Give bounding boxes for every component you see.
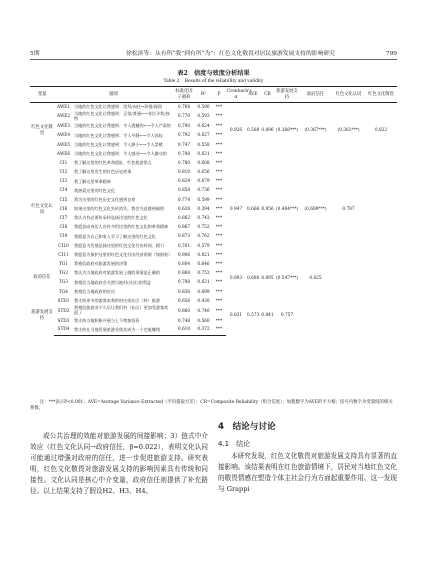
item-text: 我愿意向身边人宣传介绍这里的红色文化和革命精神 [74, 224, 169, 230]
item-text: 我支持当地积极开展与上下增加投资 [74, 317, 140, 323]
r-squared: 0.590 [197, 104, 210, 110]
item-code: AWE2 [56, 114, 71, 120]
item-text: 当地的红色文化让我感到：令人平静←→令人惊叹 [74, 132, 163, 138]
header-ave: AVE [246, 87, 260, 103]
item-code: CI2 [59, 170, 68, 176]
right-column [218, 420, 397, 495]
group-alpha: 0.926 [229, 128, 243, 134]
factor-loading: 0.792 [177, 133, 191, 139]
item-code: STD2 [57, 308, 70, 314]
r-squared: 0.646 [197, 261, 210, 267]
group-support: 0.757 [280, 313, 294, 319]
group-ave: 0.666 [247, 206, 260, 212]
header-variable: 变量 [30, 87, 54, 103]
group-ave: 0.588 [247, 128, 260, 134]
r-squared: 0.624 [197, 124, 210, 130]
p-value: *** [215, 160, 223, 166]
r-squared: 0.372 [195, 326, 212, 335]
item-text: 我了解这里革命精神 [74, 178, 111, 184]
factor-loading: 0.761 [177, 243, 191, 249]
item-text: 如果这里的红色文化失传消失，我会为此感到痛惜 [74, 206, 165, 212]
running-header [30, 50, 397, 60]
factor-loading: 0.804 [177, 261, 191, 267]
p-value: *** [215, 151, 223, 157]
p-value: *** [215, 197, 223, 203]
item-text: 当地的红色文化让我感到：崇拜/向往→珍惜/保留 [74, 103, 163, 109]
item-code: STD4 [54, 326, 73, 335]
subsection-heading: 4.1 结论 [218, 440, 251, 448]
group-alpha: 0.893 [229, 275, 243, 281]
p-value: *** [212, 326, 226, 335]
group-alpha: 0.947 [229, 206, 243, 212]
factor-loading: 0.810 [177, 170, 191, 176]
item-code: STD1 [57, 298, 70, 304]
running-title: 徐松滨等：从有所“我”到有所“为”：红色文化敬畏对居民旅游发展支持的影响研究 [126, 51, 335, 57]
r-squared: 0.621 [197, 280, 210, 286]
factor-loading: 0.748 [177, 318, 191, 324]
item-code: AWE5 [56, 142, 71, 148]
r-squared: 0.821 [197, 252, 210, 258]
group-support: (0.484***) [276, 206, 299, 212]
item-text: 当地的红色文化让我感到：令人感动←→令人激动的 [74, 150, 167, 156]
factor-loading: 0.873 [177, 234, 191, 240]
left-paragraph: 或公共治理的效能对旅游发展的间接影响；3）链式中介效应（红色文化认同→政府信任，β=0.022），表明文化认同可能通过增强对政府的信任，进一步促进旅游支持。研究表明，红色文化敬畏对旅游发展支持的影响因素具有传统和同接性。文化认同是核心中介变量，政府信任则提供了补充路径。以上结果支持了假设H2、H3、H4。 [30, 432, 208, 496]
left-column [30, 431, 208, 498]
section-heading: 4 结论与讨论 [218, 422, 276, 432]
factor-loading: 0.780 [177, 160, 191, 166]
item-code: AWE1 [56, 104, 71, 110]
table-header [30, 87, 397, 103]
table-title: 表2 信度与效度分析结果 [177, 70, 250, 77]
factor-loading: 0.768 [177, 104, 191, 110]
p-value: *** [215, 243, 223, 249]
item-text: 我支持在当地发展旅游业使其成为一个定能赚钱 [73, 326, 173, 335]
p-value: *** [215, 142, 223, 148]
item-code: CI10 [58, 243, 69, 249]
item-code: TG1 [58, 261, 69, 267]
group-support: (0.547***) [276, 275, 299, 281]
factor-loading: 0.774 [177, 197, 191, 203]
header-r2: R² [195, 87, 212, 103]
item-text: 我认为当地政府对旅游发展上做的事情是正确的 [74, 270, 160, 276]
group-awe [365, 159, 397, 260]
group-cr: 0.956 [261, 206, 274, 212]
r-squared: 0.430 [197, 298, 210, 304]
item-text: 我愿意为发展弘扬这里的红色文化付出时间、精力 [74, 242, 165, 248]
factor-loading: 0.770 [177, 114, 191, 120]
item-code: TG3 [58, 280, 69, 286]
factor-loading: 0.824 [177, 179, 191, 185]
table-body [30, 103, 397, 336]
group-cr: 0.896 [261, 128, 274, 134]
factor-loading: 0.747 [177, 142, 191, 148]
factor-loading: 0.790 [177, 124, 191, 130]
variable-name: 旅游发展支持 [31, 309, 53, 321]
p-value: *** [215, 133, 223, 139]
r-squared: 0.656 [197, 170, 210, 176]
item-text: 我支持更多的游客来我的村庄或社区（村）旅游 [74, 297, 160, 303]
group-support: (0.366***) [276, 128, 299, 134]
group-identity: 0.787 [342, 206, 355, 212]
r-squared: 0.762 [197, 234, 210, 240]
factor-loading: 0.867 [177, 225, 191, 231]
item-code: CI9 [59, 234, 68, 240]
item-text: 我相信旅游业不久后让我们村（社区）更加受游客欢迎了 [74, 305, 169, 316]
r-squared: 0.627 [197, 133, 210, 139]
factor-loading: 0.858 [177, 188, 191, 194]
item-text: 我愿意为自己和家人学习了解这里的红色文化 [74, 233, 156, 239]
p-value: *** [215, 206, 223, 212]
group-awe: 0.822 [374, 128, 388, 134]
header-support: 旅游发展支持 [275, 87, 299, 103]
r-squared: 0.699 [197, 289, 210, 295]
r-squared: 0.394 [197, 206, 210, 212]
p-value: *** [215, 289, 223, 295]
item-code: CI5 [59, 197, 68, 203]
p-value: *** [215, 225, 223, 231]
r-squared: 0.679 [197, 179, 210, 185]
group-ave: 0.680 [247, 275, 260, 281]
header-loading: 标准化因子载荷 [173, 87, 195, 103]
p-value: *** [215, 318, 223, 324]
header-cr: CR [260, 87, 275, 103]
header-identity: 红色文化认同 [332, 87, 365, 103]
r-squared: 0.560 [197, 318, 210, 324]
variable-name: 红色文化敬畏 [31, 125, 53, 137]
group-identity: (0.361***) [337, 128, 360, 134]
group-identity [332, 297, 365, 335]
p-value: *** [215, 252, 223, 258]
item-text: 我了解这里的红色革命遗址、红色旅游景点 [74, 160, 152, 166]
item-text: 我相信当地政府会关照当地村(社区)的利益 [74, 279, 151, 285]
factor-loading: 0.656 [177, 298, 191, 304]
p-value: *** [215, 170, 223, 176]
item-code: CI11 [58, 252, 69, 258]
item-code: CI3 [59, 179, 68, 185]
item-code: TG4 [58, 289, 69, 295]
r-squared: 0.753 [197, 271, 210, 277]
factor-loading: 0.788 [177, 151, 191, 157]
factor-loading: 0.868 [177, 271, 191, 277]
table-subtitle: Table 2 Results of the reliability and validity [163, 78, 264, 84]
group-cr: 0.841 [261, 313, 274, 319]
group-trust [299, 297, 332, 335]
factor-loading: 0.628 [177, 206, 191, 212]
item-code: CI7 [59, 216, 68, 222]
factor-loading: 0.862 [177, 216, 191, 222]
group-identity [332, 260, 365, 297]
item-code: CI4 [59, 188, 68, 194]
p-value: *** [215, 308, 223, 314]
factor-loading: 0.610 [173, 326, 195, 335]
r-squared: 0.608 [197, 160, 210, 166]
p-value: *** [215, 280, 223, 286]
header-alpha: Cronbach's α [226, 87, 246, 103]
p-value: *** [215, 216, 223, 222]
item-text: 当地的红色文化让我感到：令人震撼的←→令人严肃的 [74, 123, 171, 129]
r-squared: 0.740 [197, 308, 210, 314]
item-text: 我愿意为保护这里的红色文化付出经济资源（如捐款） [74, 252, 173, 258]
item-code: AWE6 [56, 151, 71, 157]
variable-name: 红色文化认同 [31, 203, 53, 215]
p-value: *** [215, 261, 223, 267]
r-squared: 0.743 [197, 216, 210, 222]
page-number: 799 [385, 51, 397, 57]
item-text: 我认为有必要传承和弘扬这里的红色文化 [74, 215, 148, 221]
r-squared: 0.621 [197, 151, 210, 157]
factor-loading: 0.860 [177, 308, 191, 314]
group-alpha: 0.831 [229, 313, 243, 319]
header-awe: 红色文化敬畏 [365, 87, 397, 103]
item-code: AWE3 [56, 124, 71, 130]
p-value: *** [215, 234, 223, 240]
p-value: *** [215, 104, 223, 110]
group-ave: 0.573 [247, 313, 260, 319]
p-value: *** [215, 179, 223, 185]
factor-loading: 0.906 [177, 252, 191, 258]
item-text: 当地的红色文化让我感到：令人渺小←→令人崇敬 [74, 141, 163, 147]
p-value: *** [215, 124, 223, 130]
item-code: CI6 [59, 206, 68, 212]
group-awe [365, 260, 397, 297]
r-squared: 0.579 [197, 243, 210, 249]
item-text: 我了解这里发生的红色历史故事 [74, 169, 132, 175]
header-trust: 政府信任 [299, 87, 332, 103]
group-trust: (0.689***) [304, 206, 327, 212]
group-trust: (0.367***) [304, 128, 327, 134]
item-code: CI1 [59, 160, 68, 166]
r-squared: 0.599 [197, 197, 210, 203]
item-text: 我热爱这里的红色文化 [74, 187, 115, 193]
item-code: CI8 [59, 225, 68, 231]
r-squared: 0.593 [197, 114, 210, 120]
r-squared: 0.752 [197, 225, 210, 231]
item-code: TG2 [58, 271, 69, 277]
item-text: 我为这里的红色历史文化感到自豪 [74, 196, 136, 202]
right-paragraph: 本研究发现，红色文化敬畏对旅游发展支持具有显著的直接影响。该结果表明在红色旅游情境下，居民对当地红色文化的敬畏情感在塑造个体主社会行为方面起重要作用。这一发现与 Grappi [218, 452, 397, 494]
table-note: 注：***表示P<0.001；AVE=Average Variance Extracted（平均提取方差）；CR=Composite Reliability（组合信度）；加粗数字为AVE的平方根；括号内数字为变量间的相关系数。 [30, 400, 393, 412]
r-squared: 0.558 [197, 142, 210, 148]
item-text: 我相信当地政府的官员 [74, 288, 115, 294]
r-squared: 0.736 [197, 188, 210, 194]
group-awe [365, 297, 397, 335]
p-value: *** [215, 271, 223, 277]
p-value: *** [215, 188, 223, 194]
variable-name: 政府信任 [33, 275, 51, 281]
issue-number: 5期 [30, 51, 40, 57]
item-code: AWE4 [56, 133, 71, 139]
factor-loading: 0.788 [177, 280, 191, 286]
item-text: 我相信政府对旅游发展的决策 [74, 261, 128, 267]
reliability-table [30, 86, 397, 336]
table-row [30, 159, 397, 168]
table-row [30, 260, 397, 269]
item-code: STD3 [57, 318, 70, 324]
group-trust: 0.825 [309, 275, 322, 281]
header-item: 题项 [54, 87, 173, 103]
item-text: 当地的红色文化让我感到：正常/普通←→非比寻常/独特 [74, 111, 170, 121]
p-value: *** [215, 298, 223, 304]
group-cr: 0.895 [261, 275, 274, 281]
factor-loading: 0.836 [177, 289, 191, 295]
p-value: *** [215, 114, 223, 120]
header-p: P [212, 87, 226, 103]
